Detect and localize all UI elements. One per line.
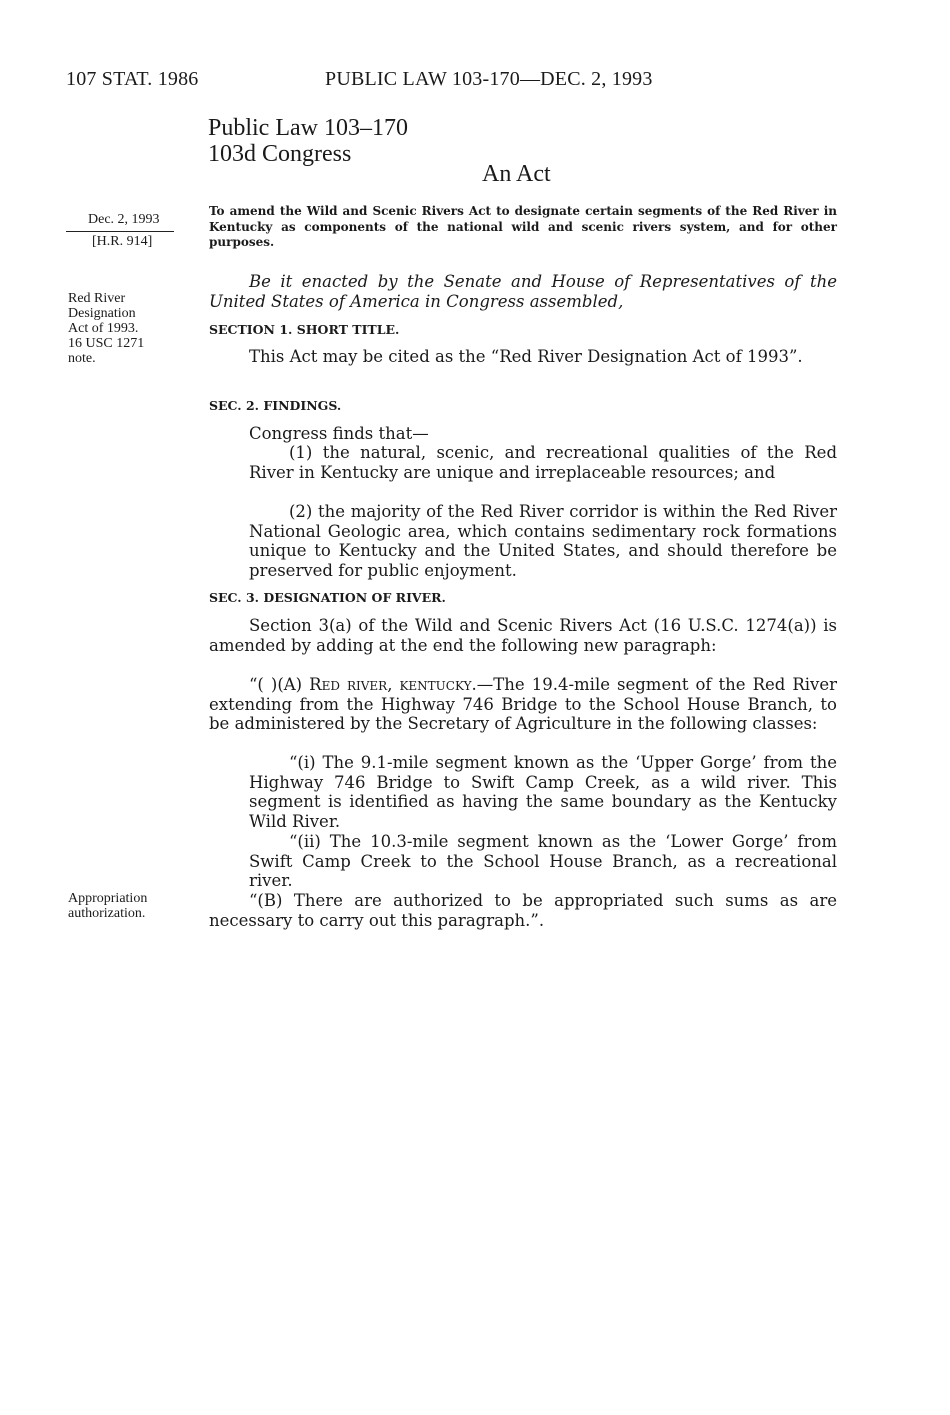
- running-head-title: PUBLIC LAW 103-170—DEC. 2, 1993: [325, 68, 653, 90]
- paragraph-a: [209, 675, 837, 734]
- margin-note-line: Designation: [68, 306, 136, 321]
- enacting-clause: Be it enacted by the Senate and House of Representatives of the United States of America in Congress assembled,: [209, 272, 837, 311]
- public-law-number: Public Law 103–170: [208, 115, 408, 141]
- margin-note-line: note.: [68, 351, 96, 366]
- margin-note-line: Appropriation: [68, 891, 148, 906]
- margin-note-designation: [68, 291, 144, 366]
- section-1-text: This Act may be cited as the “Red River Designation Act of 1993”.: [249, 347, 803, 366]
- section-2-intro: Congress finds that—: [249, 424, 429, 443]
- section-3-intro: Section 3(a) of the Wild and Scenic Rivers Act (16 U.S.C. 1274(a)) is amended by adding at the end the following new paragraph:: [209, 616, 837, 655]
- margin-note-line: Act of 1993.: [68, 321, 139, 336]
- clause-i: [249, 753, 837, 831]
- section-1-heading: SECTION 1. SHORT TITLE.: [209, 322, 400, 337]
- margin-note-line: 16 USC 1271: [68, 336, 145, 351]
- finding-1-text: (1) the natural, scenic, and recreational qualities of the Red River in Kentucky are unique and irreplaceable resources; and: [249, 443, 837, 482]
- margin-date: Dec. 2, 1993: [88, 212, 160, 227]
- margin-note-appropriation: [68, 891, 147, 921]
- finding-2: [249, 502, 837, 580]
- paragraph-a-lead: “( )(A): [249, 675, 310, 694]
- margin-divider: [66, 231, 174, 232]
- clause-i-text: “(i) The 9.1-mile segment known as the ‘Upper Gorge’ from the Highway 746 Bridge to Swift Camp Creek, as a wild river. This segment is identified as having the same boundary as the Kentucky Wild River.: [249, 753, 837, 831]
- paragraph-a-text: —The 19.4-mile segment of the Red River extending from the Highway 746 Bridge to the School House Branch, to be administered by the Secretary of Agriculture in the following classes:: [209, 675, 838, 733]
- finding-2-text: (2) the majority of the Red River corridor is within the Red River National Geologic area, which contains sedimentary rock formations unique to Kentucky and the United States, and should therefore be preserved for public enjoyment.: [249, 502, 837, 580]
- margin-note-line: Red River: [68, 291, 126, 306]
- paragraph-b: “(B) There are authorized to be appropriated such sums as are necessary to carry out this paragraph.”.: [209, 891, 837, 930]
- section-2-heading: SEC. 2. FINDINGS.: [209, 398, 342, 413]
- paragraph-a-caption: Red river, kentucky.: [309, 675, 477, 694]
- margin-note-line: authorization.: [68, 906, 146, 921]
- clause-ii: [249, 832, 837, 891]
- section-3-heading: SEC. 3. DESIGNATION OF RIVER.: [209, 590, 446, 605]
- clause-ii-text: “(ii) The 10.3-mile segment known as the ‘Lower Gorge’ from Swift Camp Creek to the School House Branch, as a recreational river.: [249, 832, 837, 890]
- act-heading: An Act: [482, 161, 551, 187]
- margin-bill-number: [H.R. 914]: [92, 234, 153, 249]
- congress-number: 103d Congress: [208, 141, 352, 167]
- finding-1: [249, 443, 837, 482]
- act-purpose: To amend the Wild and Scenic Rivers Act to designate certain segments of the Red River in Kentucky as components of the national wild and scenic rivers system, and for other purposes.: [209, 204, 837, 249]
- page-stat-citation: 107 STAT. 1986: [66, 68, 199, 90]
